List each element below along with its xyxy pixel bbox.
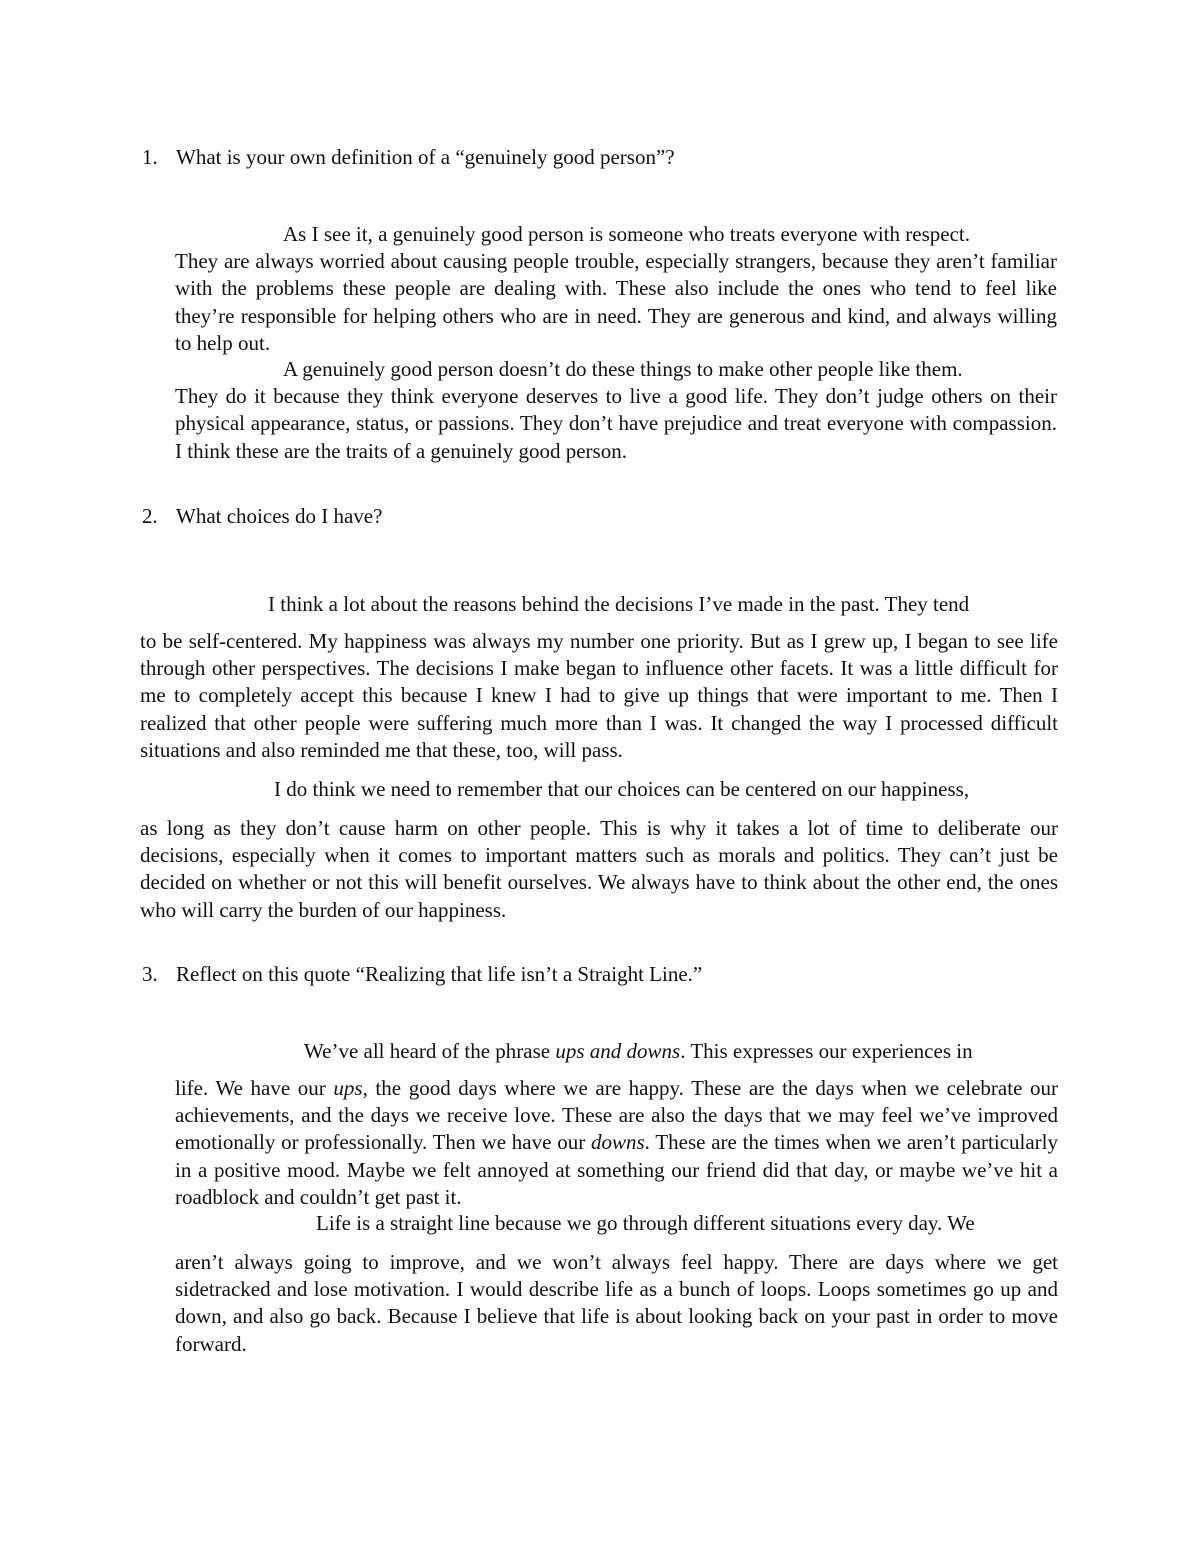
- paragraph-body: to be self-centered. My happiness was always my number one priority. But as I grew up, I began to see life through other perspectives. The decisions I make began to influence other facets. It was a little difficult for me to completely accept this because I knew I had to give up things that were important to me. Then I realized that other people were suffering much more than I was. It changed the way I processed difficult situations and also reminded me that these, too, will pass.: [140, 629, 1058, 762]
- question-2: [142, 503, 1062, 530]
- question-text: Reflect on this quote “Realizing that life isn’t a Straight Line.”: [176, 962, 703, 986]
- answer-2-paragraph-2-body: [140, 815, 1058, 924]
- answer-1-paragraph-1: [175, 221, 1057, 357]
- paragraph-first-line: Life is a straight line because we go through different situations every day. We: [316, 1211, 975, 1235]
- emphasis-ups-and-downs: ups and downs: [555, 1039, 681, 1063]
- question-number: 1.: [142, 145, 158, 169]
- emphasis-ups: ups: [333, 1076, 363, 1100]
- answer-3-paragraph-1-body: [175, 1075, 1058, 1211]
- first-line-text-end: . This expresses our experiences in: [680, 1039, 973, 1063]
- answer-2-paragraph-1-first: [268, 591, 1058, 618]
- answer-3-paragraph-2-body: [175, 1249, 1058, 1358]
- question-3: [142, 961, 1062, 988]
- question-1: [142, 144, 1062, 171]
- answer-1-paragraph-2: [175, 356, 1057, 465]
- paragraph-body: [175, 1075, 1058, 1211]
- question-number: 2.: [142, 504, 158, 528]
- first-line-text: We’ve all heard of the phrase: [304, 1039, 556, 1063]
- body-text-2: , the good days where we are happy. These are the days when we celebrate our achievements, and the days we receive love. These are also the days that we may feel we’ve improved emotionally or professionally. Then we have our: [175, 1076, 1058, 1155]
- paragraph-body: They are always worried about causing people trouble, especially strangers, because they aren’t familiar with the problems these people are dealing with. These also include the ones who tend to feel like they’re responsible for helping others who are in need. They are generous and kind, and always willing to help out.: [175, 249, 1057, 355]
- paragraph-body: as long as they don’t cause harm on other people. This is why it takes a lot of time to deliberate our decisions, especially when it comes to important matters such as morals and politics. They can’t just be decided on whether or not this will benefit ourselves. We always have to think about the other end, the ones who will carry the burden of our happiness.: [140, 816, 1058, 922]
- answer-2-paragraph-1-body: [140, 628, 1058, 764]
- question-text: What choices do I have?: [176, 504, 383, 528]
- paragraph-first-line: I think a lot about the reasons behind the decisions I’ve made in the past. They tend: [268, 592, 970, 616]
- paragraph-body: aren’t always going to improve, and we won’t always feel happy. There are days where we get sidetracked and lose motivation. I would describe life as a bunch of loops. Loops sometimes go up and down, and also go back. Because I believe that life is about looking back on your past in order to move forward.: [175, 1250, 1058, 1356]
- body-text-1: life. We have our: [175, 1076, 334, 1100]
- paragraph-first-line: [304, 1038, 1058, 1065]
- question-text: What is your own definition of a “genuinely good person”?: [176, 145, 675, 169]
- emphasis-downs: downs: [590, 1130, 645, 1155]
- question-number: 3.: [142, 962, 158, 986]
- paragraph-first-line: I do think we need to remember that our choices can be centered on our happiness,: [274, 777, 970, 801]
- paragraph-first-line: A genuinely good person doesn’t do these things to make other people like them.: [283, 357, 963, 381]
- body-text-3: . These are the times when we aren’t particularly in a positive mood. Maybe we felt annoyed at something our friend did that day, or maybe we’ve hit a roadblock and couldn’t get past it.: [175, 1130, 1058, 1209]
- paragraph-first-line: As I see it, a genuinely good person is someone who treats everyone with respect.: [283, 222, 970, 246]
- answer-3-paragraph-2-first: [316, 1210, 1058, 1237]
- answer-2-paragraph-2-first: [274, 776, 1058, 803]
- paragraph-body: They do it because they think everyone deserves to live a good life. They don’t judge others on their physical appearance, status, or passions. They don’t have prejudice and treat everyone with compassion. I think these are the traits of a genuinely good person.: [175, 384, 1057, 463]
- answer-3-paragraph-1-first: [304, 1038, 1058, 1065]
